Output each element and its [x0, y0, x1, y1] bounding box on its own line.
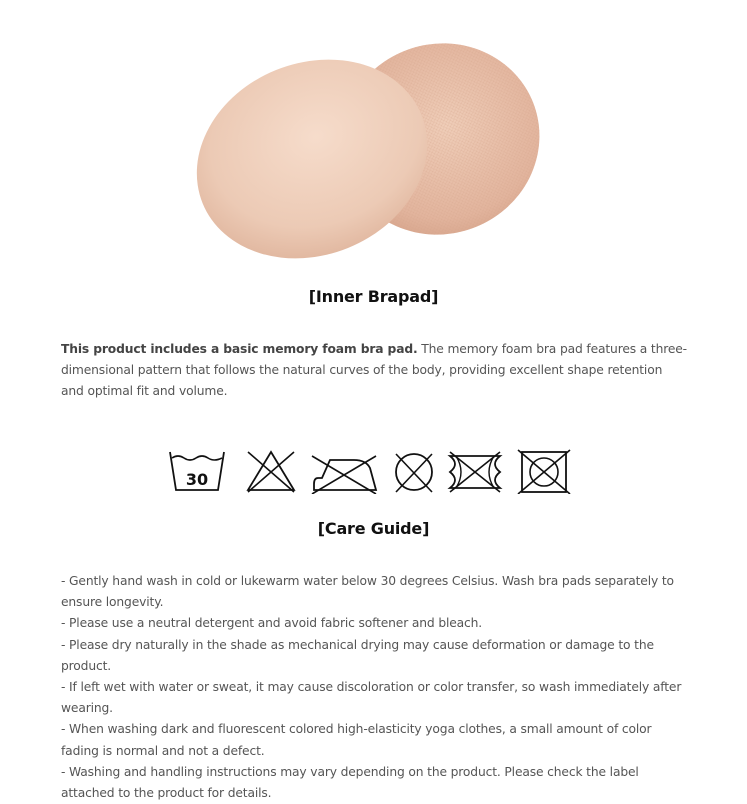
care-icons [166, 448, 576, 496]
care-guide-list [61, 571, 687, 804]
care-line: - If left wet with water or sweat, it may cause discoloration or color transfer, so wash immediately after wearing. [61, 680, 682, 716]
care-line: - When washing dark and fluorescent colored high-elasticity yoga clothes, a small amount of color fading is normal and not a defect. [61, 722, 652, 758]
svg-text:30: 30 [185, 470, 209, 489]
no-tumble-dry-icon [516, 448, 572, 494]
hand-wash-30-icon [166, 448, 228, 494]
no-bleach-icon [244, 448, 298, 494]
product-description-text: The memory foam bra pad features a three-dimensional pattern that follows the natural curves of the body, providing excellent shape retention and optimal fit and volume. [61, 342, 687, 399]
care-line: - Washing and handling instructions may vary depending on the product. Please check the label attached to the product for details. [61, 764, 639, 801]
care-guide-heading: [Care Guide] [317, 519, 430, 538]
bra-pad-image [190, 35, 550, 270]
no-iron-icon [310, 448, 378, 494]
product-description-bold: This product includes a basic memory foam bra pad. [61, 342, 418, 356]
care-line: - Gently hand wash in cold or lukewarm water below 30 degrees Celsius. Wash bra pads separately to ensure longevity. [61, 574, 674, 610]
product-description [61, 339, 687, 403]
care-line: - Please dry naturally in the shade as mechanical drying may cause deformation or damage to the product. [61, 637, 654, 673]
care-line: - Please use a neutral detergent and avoid fabric softener and bleach. [61, 616, 483, 631]
no-wring-icon [446, 448, 504, 494]
no-dry-clean-icon [392, 448, 436, 494]
product-heading: [Inner Brapad] [308, 287, 439, 306]
